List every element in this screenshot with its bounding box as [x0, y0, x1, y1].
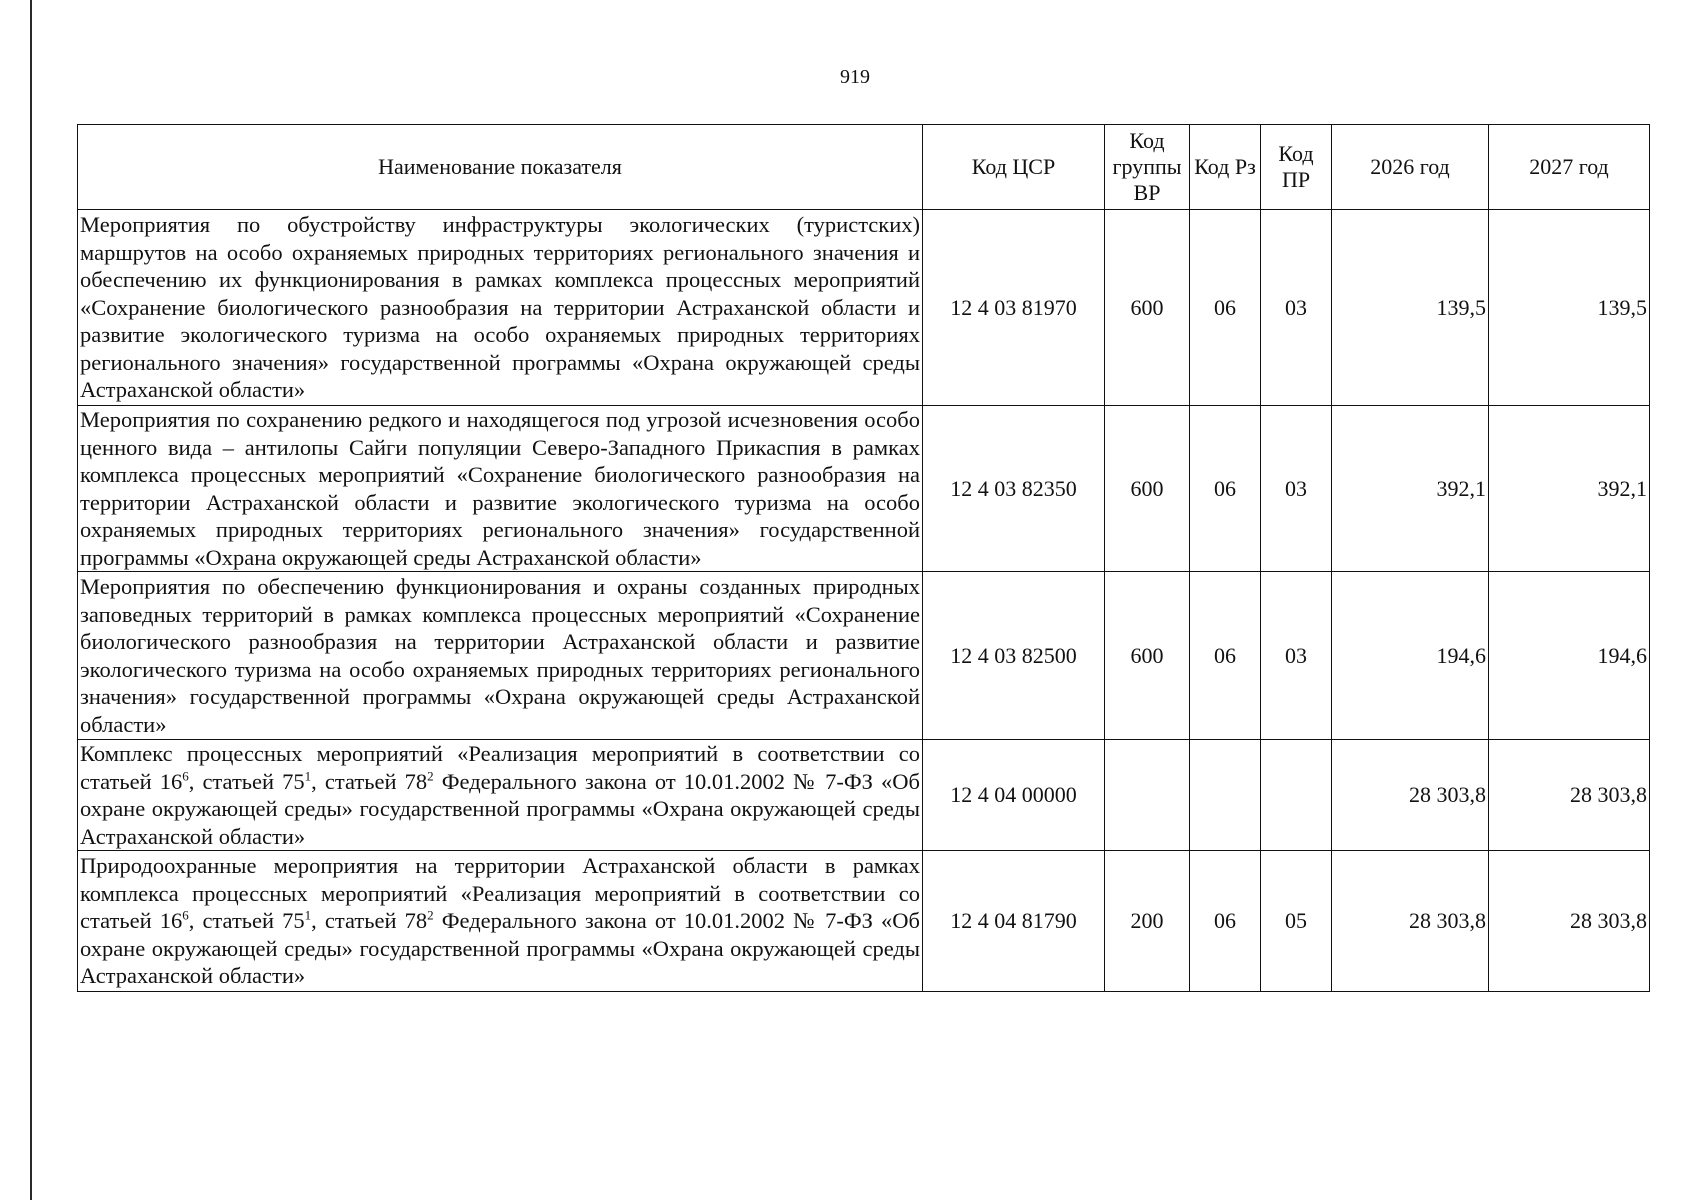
header-csr: Код ЦСР	[923, 125, 1105, 210]
table-row	[78, 740, 1650, 851]
row-name-part: Федерального закона от 10.01.2002 № 7-ФЗ «Об охране окружающей среды» государственной программы «Охрана окружающей среды Астраханской области»	[80, 908, 921, 989]
row-vr: 200	[1105, 851, 1190, 992]
row-pr: 03	[1261, 210, 1332, 406]
row-name	[78, 740, 923, 851]
row-2026: 28 303,8	[1332, 851, 1489, 992]
row-name-part: Комплекс процессных мероприятий «Реализация мероприятий в соответствии со статьей 16	[80, 741, 920, 794]
header-vr: Код группы ВР	[1105, 125, 1190, 210]
row-name-part: Природоохранные мероприятия на территории Астраханской области в рамках комплекса процессных мероприятий «Реализация мероприятий в соответствии со статьей 16	[80, 853, 920, 934]
row-2027: 28 303,8	[1489, 740, 1650, 851]
superscript: 1	[304, 907, 312, 923]
table-row	[78, 851, 1650, 992]
row-csr: 12 4 03 82500	[923, 572, 1105, 740]
row-rz: 06	[1190, 210, 1261, 406]
row-csr: 12 4 04 81790	[923, 851, 1105, 992]
row-rz: 06	[1190, 572, 1261, 740]
superscript: 2	[427, 768, 434, 783]
row-pr: 05	[1261, 851, 1332, 992]
row-2027: 194,6	[1489, 572, 1650, 740]
row-pr: 03	[1261, 572, 1332, 740]
row-csr: 12 4 04 00000	[923, 740, 1105, 851]
row-name-part: , статьей 75	[188, 768, 305, 794]
row-2026: 139,5	[1332, 210, 1489, 406]
row-rz: 06	[1190, 406, 1261, 572]
superscript: 2	[427, 907, 434, 923]
row-name-part: Федерального закона от 10.01.2002 № 7-ФЗ «Об охране окружающей среды» государственной программы «Охрана окружающей среды Астраханской области»	[80, 768, 921, 849]
row-pr: 03	[1261, 406, 1332, 572]
row-name	[78, 851, 923, 992]
row-csr: 12 4 03 82350	[923, 406, 1105, 572]
row-vr: 600	[1105, 210, 1190, 406]
row-name: Мероприятия по сохранению редкого и находящегося под угрозой исчезновения особо ценного вида – антилопы Сайги популяции Северо-Западного Прикаспия в рамках комплекса процессных мероприятий «Сохранение биологического разнообразия на территории Астраханской области и развитие экологического туризма на особо охраняемых природных территориях регионального значения» государственной программы «Охрана окружающей среды Астраханской области»	[78, 406, 923, 572]
budget-table	[77, 124, 1650, 992]
row-vr	[1105, 740, 1190, 851]
superscript: 6	[182, 768, 189, 783]
row-2027: 28 303,8	[1489, 851, 1650, 992]
header-2026: 2026 год	[1332, 125, 1489, 210]
row-name: Мероприятия по обустройству инфраструктуры экологических (туристских) маршрутов на особо охраняемых природных территориях регионального значения и обеспечению их функционирования в рамках комплекса процессных мероприятий «Сохранение биологического разнообразия на территории Астраханской области и развитие экологического туризма на особо охраняемых природных территориях регионального значения» государственной программы «Охрана окружающей среды Астраханской области»	[78, 210, 923, 406]
header-rz: Код Рз	[1190, 125, 1261, 210]
row-vr: 600	[1105, 572, 1190, 740]
row-rz	[1190, 740, 1261, 851]
row-2027: 392,1	[1489, 406, 1650, 572]
row-2026: 28 303,8	[1332, 740, 1489, 851]
row-name-part: , статьей 75	[188, 908, 305, 934]
header-2027: 2027 год	[1489, 125, 1650, 210]
superscript: 1	[304, 768, 312, 783]
row-pr	[1261, 740, 1332, 851]
page-number: 919	[840, 66, 870, 88]
header-name: Наименование показателя	[78, 125, 923, 210]
binding-line	[30, 0, 32, 1200]
row-2027: 139,5	[1489, 210, 1650, 406]
row-name-part: , статьей 78	[311, 768, 428, 794]
row-name-part: , статьей 78	[311, 908, 428, 934]
table-row	[78, 210, 1650, 406]
superscript: 6	[182, 907, 189, 923]
row-2026: 194,6	[1332, 572, 1489, 740]
table-row	[78, 572, 1650, 740]
row-vr: 600	[1105, 406, 1190, 572]
header-pr: Код ПР	[1261, 125, 1332, 210]
row-csr: 12 4 03 81970	[923, 210, 1105, 406]
table-row	[78, 406, 1650, 572]
table-header-row	[78, 125, 1650, 210]
row-2026: 392,1	[1332, 406, 1489, 572]
row-rz: 06	[1190, 851, 1261, 992]
row-name: Мероприятия по обеспечению функционирования и охраны созданных природных заповедных территорий в рамках комплекса процессных мероприятий «Сохранение биологического разнообразия на территории Астраханской области и развитие экологического туризма на особо охраняемых природных территориях регионального значения» государственной программы «Охрана окружающей среды Астраханской области»	[78, 572, 923, 740]
